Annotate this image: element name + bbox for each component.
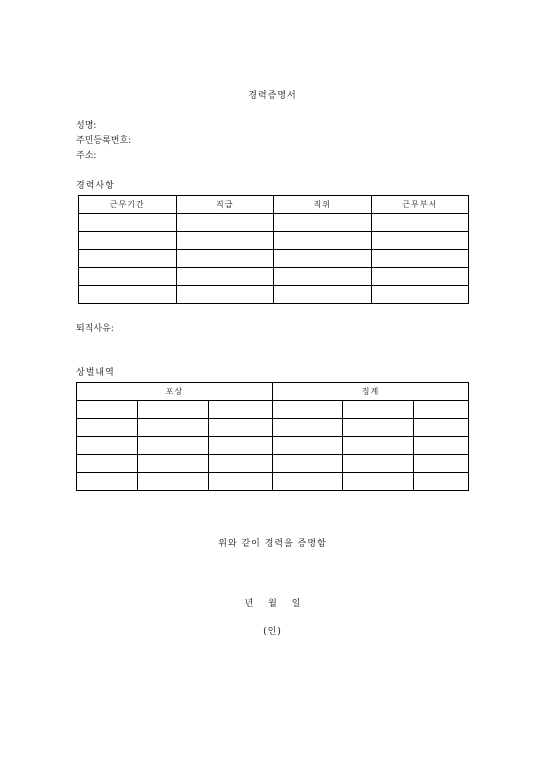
table-cell [176,268,274,286]
career-header-row [79,196,469,214]
table-cell [343,401,414,419]
name-field: 성명: [76,121,97,131]
career-header-position: 직위 [274,196,372,214]
table-cell [414,419,469,437]
career-header-rank: 직급 [176,196,274,214]
table-cell [79,268,177,286]
table-cell [77,455,138,473]
address-field: 주소: [76,151,97,161]
table-cell [343,455,414,473]
date-year-label: 년 [244,599,254,609]
awards-table [76,382,469,491]
table-cell [273,401,343,419]
table-row [77,401,469,419]
table-cell [371,286,469,304]
career-header-department: 근무부서 [371,196,469,214]
table-cell [79,250,177,268]
table-cell [176,286,274,304]
table-cell [414,455,469,473]
table-cell [176,250,274,268]
table-row [79,214,469,232]
table-cell [77,437,138,455]
table-cell [274,286,372,304]
table-cell [273,437,343,455]
table-row [77,473,469,491]
resident-number-field: 주민등록번호: [76,136,132,146]
table-cell [414,473,469,491]
career-table [78,195,469,304]
table-cell [138,401,209,419]
table-cell [138,419,209,437]
seal-mark: (인) [263,627,282,637]
table-cell [77,473,138,491]
awards-header-row [77,383,469,401]
certify-statement: 위와 같이 경력을 증명함 [218,539,327,549]
table-cell [343,473,414,491]
table-cell [209,419,273,437]
table-cell [79,214,177,232]
table-cell [176,232,274,250]
table-cell [274,268,372,286]
table-cell [273,419,343,437]
date-day-label: 일 [291,599,301,609]
date-month-label: 월 [268,599,277,609]
table-cell [371,268,469,286]
table-row [79,268,469,286]
table-cell [414,437,469,455]
table-cell [79,232,177,250]
table-cell [209,455,273,473]
table-cell [273,473,343,491]
table-cell [209,473,273,491]
table-cell [273,455,343,473]
document-title: 경력증명서 [248,91,297,101]
awards-header-rewards: 포상 [77,383,273,401]
table-cell [176,214,274,232]
table-cell [274,214,372,232]
table-row [79,286,469,304]
date-line [0,596,545,609]
table-cell [77,401,138,419]
table-cell [79,286,177,304]
table-row [77,455,469,473]
career-section-label: 경력사항 [76,181,115,191]
table-cell [138,473,209,491]
table-cell [371,232,469,250]
table-cell [274,250,372,268]
table-cell [343,419,414,437]
table-cell [343,437,414,455]
table-cell [414,401,469,419]
table-cell [371,250,469,268]
table-cell [138,455,209,473]
awards-header-discipline: 징계 [273,383,469,401]
table-row [79,250,469,268]
table-row [77,419,469,437]
table-cell [209,401,273,419]
table-cell [274,232,372,250]
table-row [77,437,469,455]
awards-section-label: 상벌내역 [76,368,115,378]
table-cell [371,214,469,232]
table-cell [209,437,273,455]
table-row [79,232,469,250]
table-cell [77,419,138,437]
table-cell [138,437,209,455]
career-header-period: 근무기간 [79,196,177,214]
retirement-reason-field: 퇴직사유: [76,324,114,334]
